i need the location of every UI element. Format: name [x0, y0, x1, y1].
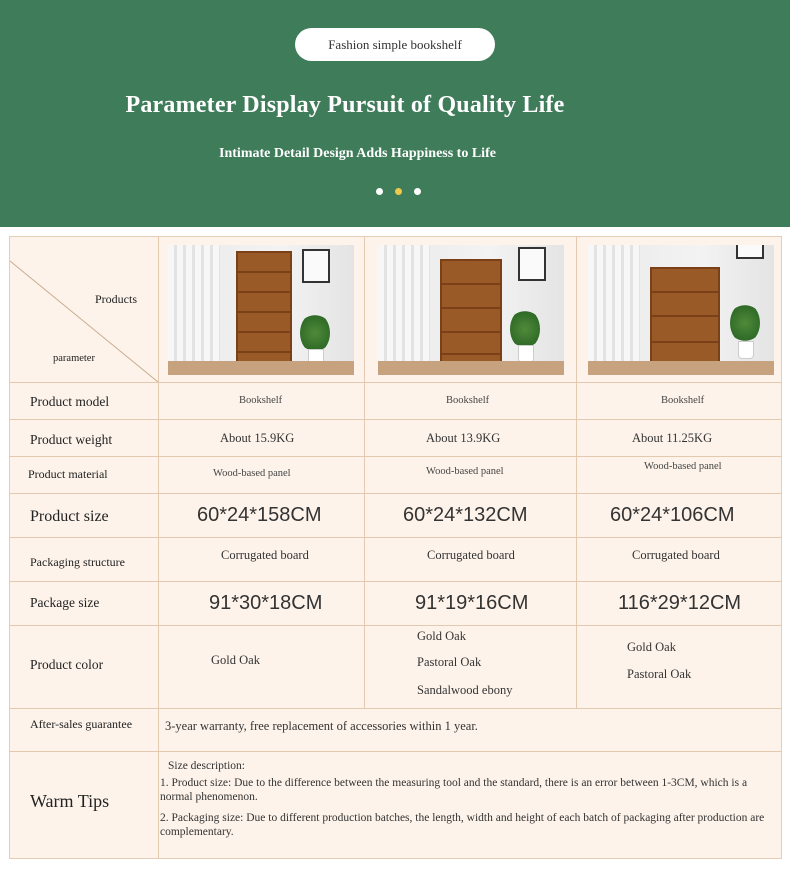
color-value-3-1: Gold Oak [627, 640, 676, 654]
header-banner [0, 0, 790, 227]
packaging-value-2: Corrugated board [427, 548, 515, 562]
model-value-1: Bookshelf [239, 395, 283, 406]
color-value-2-3: Sandalwood ebony [417, 683, 513, 697]
row-label-after-sales: After-sales guarantee [30, 717, 133, 731]
package-size-value-1: 91*30*18CM [209, 592, 323, 614]
page-subtitle: Intimate Detail Design Adds Happiness to Life [219, 146, 496, 161]
corner-parameter-label: parameter [53, 353, 95, 364]
row-label-warm-tips: Warm Tips [30, 791, 110, 811]
carousel-dot-3[interactable] [414, 188, 421, 195]
row-label-model: Product model [30, 394, 110, 409]
size-value-3: 60*24*106CM [610, 504, 735, 526]
carousel-indicators [376, 188, 429, 196]
model-value-3: Bookshelf [661, 395, 705, 406]
page-title: Parameter Display Pursuit of Quality Life [125, 92, 565, 118]
product-photo-3 [588, 245, 774, 375]
package-size-value-2: 91*19*16CM [415, 592, 529, 614]
corner-products-label: Products [95, 292, 137, 306]
model-value-2: Bookshelf [446, 395, 490, 406]
row-label-material: Product material [28, 467, 108, 481]
row-label-size: Product size [30, 508, 109, 525]
packaging-value-3: Corrugated board [632, 548, 720, 562]
row-label-package-size: Package size [30, 595, 100, 610]
product-photo-1 [168, 245, 354, 375]
carousel-dot-2[interactable] [395, 188, 402, 195]
color-value-1-1: Gold Oak [211, 653, 260, 667]
after-sales-value: 3-year warranty, free replacement of accessories within 1 year. [165, 719, 478, 733]
weight-value-2: About 13.9KG [426, 431, 501, 445]
weight-value-3: About 11.25KG [632, 431, 713, 445]
material-value-2: Wood-based panel [426, 466, 504, 477]
material-value-3: Wood-based panel [644, 461, 722, 472]
row-label-packaging: Packaging structure [30, 555, 125, 569]
tips-line-2: 2. Packaging size: Due to different production batches, the length, width and height of each batch of packaging after production are complementary. [160, 812, 765, 838]
package-size-value-3: 116*29*12CM [618, 592, 742, 614]
carousel-dot-1[interactable] [376, 188, 383, 195]
size-value-2: 60*24*132CM [403, 504, 528, 526]
size-value-1: 60*24*158CM [197, 504, 322, 526]
color-value-2-1: Gold Oak [417, 629, 466, 643]
tips-heading: Size description: [168, 760, 245, 772]
category-pill: Fashion simple bookshelf [295, 28, 495, 61]
parameter-table [9, 236, 782, 859]
row-label-color: Product color [30, 657, 104, 672]
row-label-weight: Product weight [30, 432, 113, 447]
packaging-value-1: Corrugated board [221, 548, 309, 562]
weight-value-1: About 15.9KG [220, 431, 295, 445]
product-photo-2 [378, 245, 564, 375]
material-value-1: Wood-based panel [213, 468, 291, 479]
color-value-3-2: Pastoral Oak [627, 667, 692, 681]
color-value-2-2: Pastoral Oak [417, 655, 482, 669]
tips-line-1: 1. Product size: Due to the difference between the measuring tool and the standard, there is an error between 1-3CM, which is a normal phenomenon. [160, 777, 748, 803]
